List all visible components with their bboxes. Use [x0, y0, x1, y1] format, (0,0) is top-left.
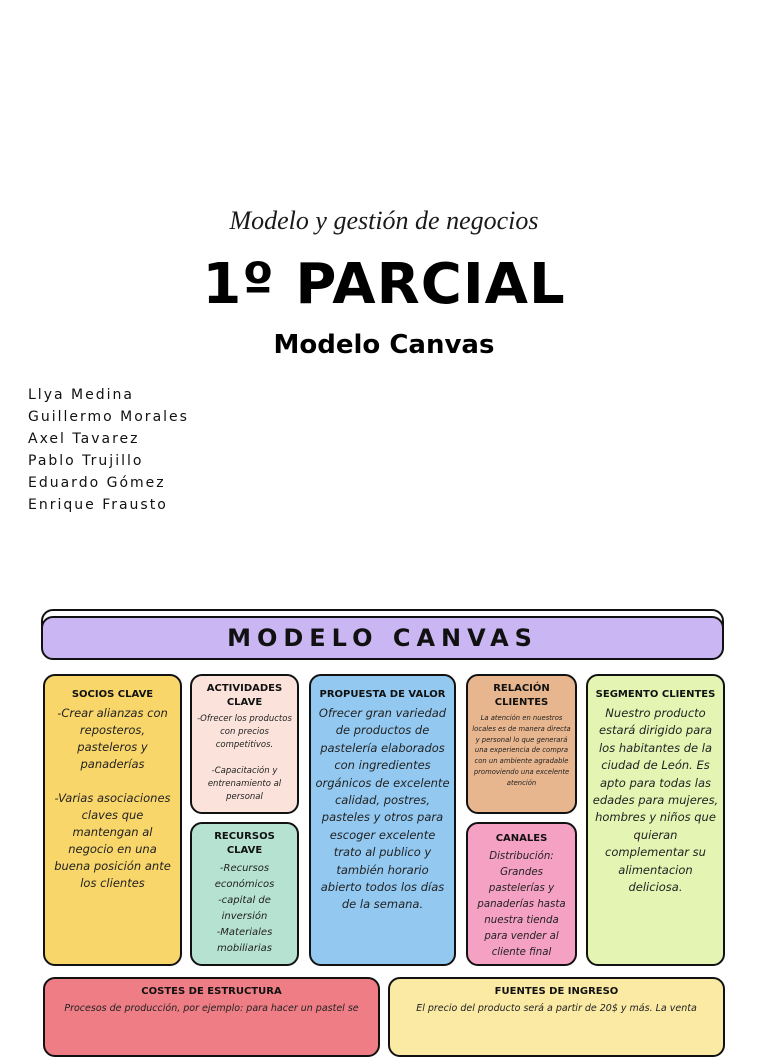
- author-name: Pablo Trujillo: [28, 453, 144, 469]
- author-name: Guillermo Morales: [28, 409, 189, 425]
- costes-estructura-text: Procesos de producción, por ejemplo: para hacer un pastel se: [64, 1003, 359, 1014]
- propuesta-valor-block: [309, 674, 456, 966]
- recursos-clave-text: -Recursos económicos -capital de inversión -Materiales mobiliarias: [214, 863, 275, 954]
- costes-estructura-block: [43, 977, 380, 1057]
- actividades-clave-block: [190, 674, 299, 814]
- socios-clave-block: [43, 674, 182, 966]
- canales-title: CANALES: [495, 833, 548, 844]
- author-list: [28, 384, 189, 516]
- canales-block: [466, 822, 577, 966]
- canvas-banner: [41, 616, 724, 660]
- propuesta-valor-text: Ofrecer gran variedad de productos de pastelería elaborados con ingredientes orgánicos de excelente calidad, postres, pasteles y otros para escoger excelente trato al publico y también horario abierto todos los días de la semana.: [315, 706, 450, 912]
- relacion-clientes-title: RELACIÓN CLIENTES: [493, 683, 550, 708]
- relacion-clientes-block: [466, 674, 577, 814]
- document-section-title: Modelo Canvas: [273, 330, 495, 360]
- segmento-clientes-title: SEGMENTO CLIENTES: [595, 689, 716, 700]
- fuentes-ingreso-title: FUENTES DE INGRESO: [494, 986, 619, 997]
- fuentes-ingreso-text: El precio del producto será a partir de 20$ y más. La venta: [416, 1003, 697, 1014]
- recursos-clave-title: RECURSOS CLAVE: [214, 831, 275, 856]
- relacion-clientes-text: La atención en nuestros locales es de manera directa y personal lo que generará una experiencia de compra con un ambiente agradable promoviendo una excelente atención: [472, 714, 571, 787]
- segmento-clientes-block: [586, 674, 725, 966]
- socios-clave-text: -Crear alianzas con reposteros, pasteleros y panaderías -Varias asociaciones claves que mantengan al negocio en una buena posición ante los clientes: [54, 706, 171, 890]
- fuentes-ingreso-block: [388, 977, 725, 1057]
- document-title: 1º PARCIAL: [202, 252, 566, 317]
- author-name: Eduardo Gómez: [28, 475, 166, 491]
- segmento-clientes-text: Nuestro producto estará dirigido para los habitantes de la ciudad de León. Es apto para todas las edades para mujeres, hombres y niños que quieran complementar su alimentacion deliciosa.: [592, 706, 719, 895]
- canales-text: Distribución: Grandes pastelerías y panaderías hasta nuestra tienda para vender al cliente final: [477, 851, 566, 958]
- document-subtitle: Modelo y gestión de negocios: [229, 206, 539, 235]
- actividades-clave-title: ACTIVIDADES CLAVE: [206, 683, 283, 708]
- canvas-banner-label: MODELO CANVAS: [227, 624, 538, 652]
- author-name: Llya Medina: [28, 387, 134, 403]
- author-name: Enrique Frausto: [28, 497, 168, 513]
- costes-estructura-title: COSTES DE ESTRUCTURA: [141, 986, 282, 997]
- propuesta-valor-title: PROPUESTA DE VALOR: [319, 689, 446, 700]
- actividades-clave-text: -Ofrecer los productos con precios competitivos. -Capacitación y entrenamiento al personal: [197, 714, 292, 802]
- author-name: Axel Tavarez: [28, 431, 140, 447]
- socios-clave-title: SOCIOS CLAVE: [71, 689, 154, 700]
- recursos-clave-block: [190, 822, 299, 966]
